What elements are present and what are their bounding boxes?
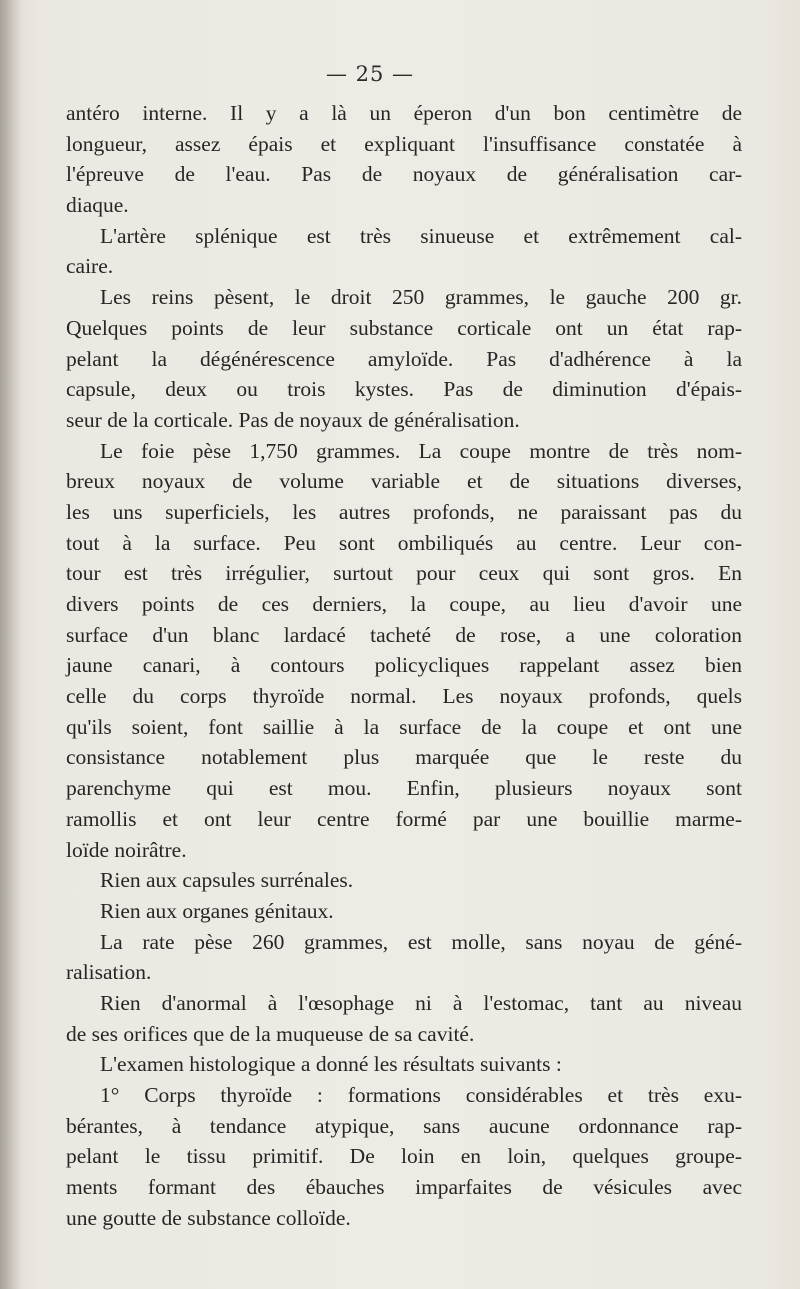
text-line: ments formant des ébauches imparfaites de vésicules avec	[66, 1175, 742, 1200]
text-line: breux noyaux de volume variable et de situations diverses,	[66, 469, 742, 494]
text-line: les uns superficiels, les autres profonds, ne paraissant pas du	[66, 499, 742, 524]
text-line: divers points de ces derniers, la coupe, au lieu d'avoir une	[66, 592, 742, 616]
text-line: caire.	[66, 254, 114, 279]
text-line: Rien d'anormal à l'œsophage ni à l'estomac, tant au niveau	[100, 990, 742, 1015]
text-line: parenchyme qui est mou. Enfin, plusieurs noyaux sont	[66, 776, 742, 801]
text-line: ramollis et ont leur centre formé par une bouillie marme-	[66, 806, 742, 831]
text-line: une goutte de substance colloïde.	[66, 1205, 351, 1230]
text-line: pelant le tissu primitif. De loin en loin, quelques groupe-	[66, 1144, 742, 1169]
text-line: tour est très irrégulier, surtout pour ceux qui sont gros. En	[66, 561, 742, 586]
text-line: celle du corps thyroïde normal. Les noyaux profonds, quels	[66, 684, 742, 709]
text-line: antéro interne. Il y a là un éperon d'un bon centimètre de	[66, 101, 742, 125]
text-line: Rien aux capsules surrénales.	[100, 868, 354, 893]
text-line: Le foie pèse 1,750 grammes. La coupe montre de très nom-	[100, 438, 742, 463]
text-line: Les reins pèsent, le droit 250 grammes, le gauche 200 gr.	[100, 285, 742, 310]
text-line: de ses orifices que de la muqueuse de sa cavité.	[66, 1021, 475, 1046]
text-line: Rien aux organes génitaux.	[100, 898, 334, 923]
text-line: loïde noirâtre.	[66, 837, 187, 862]
text-line: ralisation.	[66, 960, 152, 985]
text-line: L'examen histologique a donné les résultats suivants :	[100, 1052, 562, 1077]
text-line: qu'ils soient, font saillie à la surface de la coupe et ont une	[66, 714, 742, 739]
page-number: — 25 —	[325, 62, 415, 86]
binding-shadow	[0, 0, 22, 1289]
text-line: Quelques points de leur substance corticale ont un état rap-	[66, 315, 742, 340]
text-line: bérantes, à tendance atypique, sans aucune ordonnance rap-	[66, 1113, 742, 1138]
text-line: diaque.	[66, 193, 129, 218]
text-line: consistance notablement plus marquée que le reste du	[66, 745, 742, 770]
text-line: tout à la surface. Peu sont ombiliqués au centre. Leur con-	[66, 530, 742, 555]
text-line: longueur, assez épais et expliquant l'insuffisance constatée à	[66, 131, 742, 156]
body-text	[66, 98, 742, 1233]
text-line: seur de la corticale. Pas de noyaux de généralisation.	[66, 407, 520, 432]
text-line: L'artère splénique est très sinueuse et extrêmement cal-	[100, 223, 742, 248]
text-line: La rate pèse 260 grammes, est molle, sans noyau de géné-	[100, 929, 742, 954]
text-line: surface d'un blanc lardacé tacheté de rose, a une coloration	[66, 622, 742, 647]
text-line: capsule, deux ou trois kystes. Pas de diminution d'épais-	[66, 377, 742, 402]
text-line: 1° Corps thyroïde : formations considérables et très exu-	[100, 1083, 742, 1107]
text-line: l'épreuve de l'eau. Pas de noyaux de généralisation car-	[66, 162, 742, 187]
text-line: pelant la dégénérescence amyloïde. Pas d'adhérence à la	[66, 346, 742, 371]
text-line: jaune canari, à contours policycliques rappelant assez bien	[66, 653, 742, 678]
